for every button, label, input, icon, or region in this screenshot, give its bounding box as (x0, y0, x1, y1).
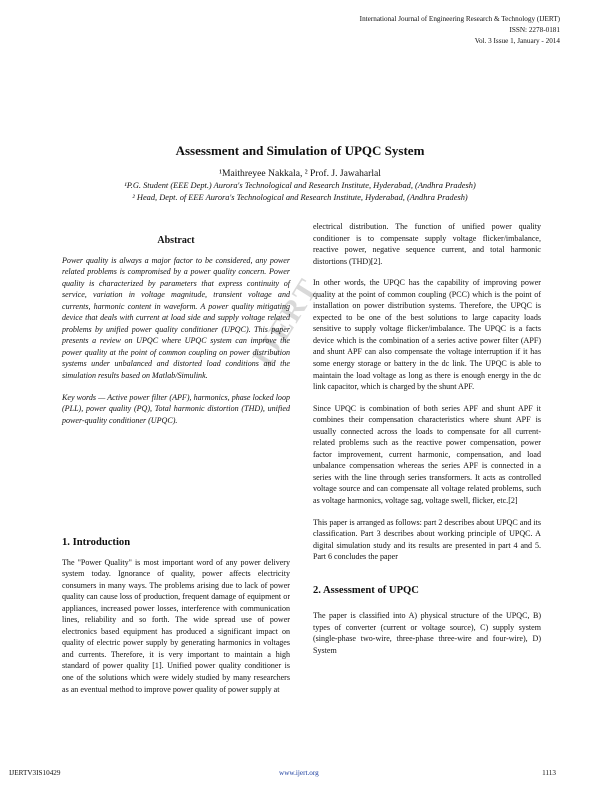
left-column (62, 235, 290, 426)
journal-header (360, 14, 560, 47)
affiliation-1: ¹P.G. Student (EEE Dept.) Aurora's Technological and Research Institute, Hyderabad, (Andhra Pradesh) (124, 181, 476, 190)
footer-page-number: 1113 (542, 769, 556, 777)
affiliation-2: ² Head, Dept. of EEE Aurora's Technological and Research Institute, Hyderabad, (Andhra Pradesh) (132, 193, 468, 202)
introduction-heading: 1. Introduction (62, 537, 131, 548)
footer-paper-id: IJERTV3IS10429 (9, 769, 61, 777)
abstract-heading: Abstract (157, 235, 195, 246)
abstract-body: Power quality is always a major factor to be considered, any power related problems is compromised by a power quality concern. Power quality is characterized by parameters that express continuity of service, variation in voltage magnitude, transient voltage and currents, harmonic content in waveform. A power quality mitigating device that deals with current at load side and supply voltage related problems by unified power quality conditioner (UPQC). This paper presents a review on UPQC where UPQC system can improve the power quality at the point of common coupling on power distribution systems under unbalanced and distorted load conditions and the simulation results based on Matlab/Simulink. (62, 255, 290, 381)
paper-authors: ¹Maithreyee Nakkala, ² Prof. J. Jawaharlal (219, 168, 381, 179)
right-column (313, 221, 541, 657)
journal-issn: ISSN: 2278-0181 (509, 26, 560, 34)
right-paragraph-2: In other words, the UPQC has the capability of improving power quality at the point of common coupling (PCC) which is the point of installation on power distribution systems. Therefore, the UPQC is expected to be one of the best solutions to large capacity loads sensitive to supply voltage flicker/imbalance. The UPQC is a facts device which is the combination of a series active power filter (APF) and shunt APF can also compensate the voltage interruption if it has some energy storage or battery in the dc link. The UPQC is able to maintain the load voltage as long as there is enough energy in the dc link capacitor, which is charged by the shunt APF. (313, 278, 541, 392)
section-2-heading: 2. Assessment of UPQC (313, 584, 419, 596)
introduction-section (62, 537, 290, 695)
journal-volume: Vol. 3 Issue 1, January - 2014 (474, 37, 560, 45)
right-paragraph-3: Since UPQC is combination of both series APF and shunt APF it combines their compensation characteristics where shunt APF is usually connected across the loads to compensate for all current-related problems such as the reactive power compensation, power factor improvement, current harmonic, compensation, and load unbalance compensation whereas the series APF is connected in a series with the line through series transformers. It acts as controlled voltage source and can compensate all voltage related problems, such as voltage harmonics, voltage sag, voltage swell, flicker, etc.[2] (313, 403, 541, 506)
introduction-body: The "Power Quality" is most important word of any power delivery system today. Ignorance of quality, power affects electricity consumers in many ways. The problems arising due to lack of power quality can cause loss of production, frequent damage of equipment or appliances, increased power losses, interference with communication lines, reliability and so forth. The wide spread use of power electronics based equipment has produced a significant impact on quality of electric power supply by generating harmonics in voltages and currents. Therefore, it is very important to maintain a high standard of power quality [1]. Unified power quality conditioner is one of the solutions which were widely studied by many researchers as an eventual method to improve power quality of power supply at (62, 557, 290, 694)
journal-name: International Journal of Engineering Research & Technology (IJERT) (359, 15, 560, 23)
ijert-watermark: IJERT (246, 272, 326, 373)
right-paragraph-5: The paper is classified into A) physical structure of the UPQC, B) types of converter (current or voltage source), C) supply system (single-phase two-wire, three-phase three-wire and four-wire), D) System (313, 611, 541, 655)
keywords: Key words — Active power filter (APF), harmonics, phase locked loop (PLL), power quality (PQ), Total harmonic distortion (THD), unified power-quality conditioner (UPQC). (62, 392, 290, 425)
footer-url[interactable]: www.ijert.org (279, 769, 319, 777)
right-paragraph-1: electrical distribution. The function of unified power quality conditioner is to compensate supply voltage flicker/imbalance, reactive power, negative sequence current, and total harmonic distortions (THD)[2]. (313, 222, 541, 266)
right-paragraph-4: This paper is arranged as follows: part 2 describes about UPQC and its classification. Part 3 describes about working principle of UPQC. A digital simulation study and its results are presented in part 4 and 5. Part 6 concludes the paper (313, 517, 541, 562)
paper-title: Assessment and Simulation of UPQC System (175, 143, 425, 158)
